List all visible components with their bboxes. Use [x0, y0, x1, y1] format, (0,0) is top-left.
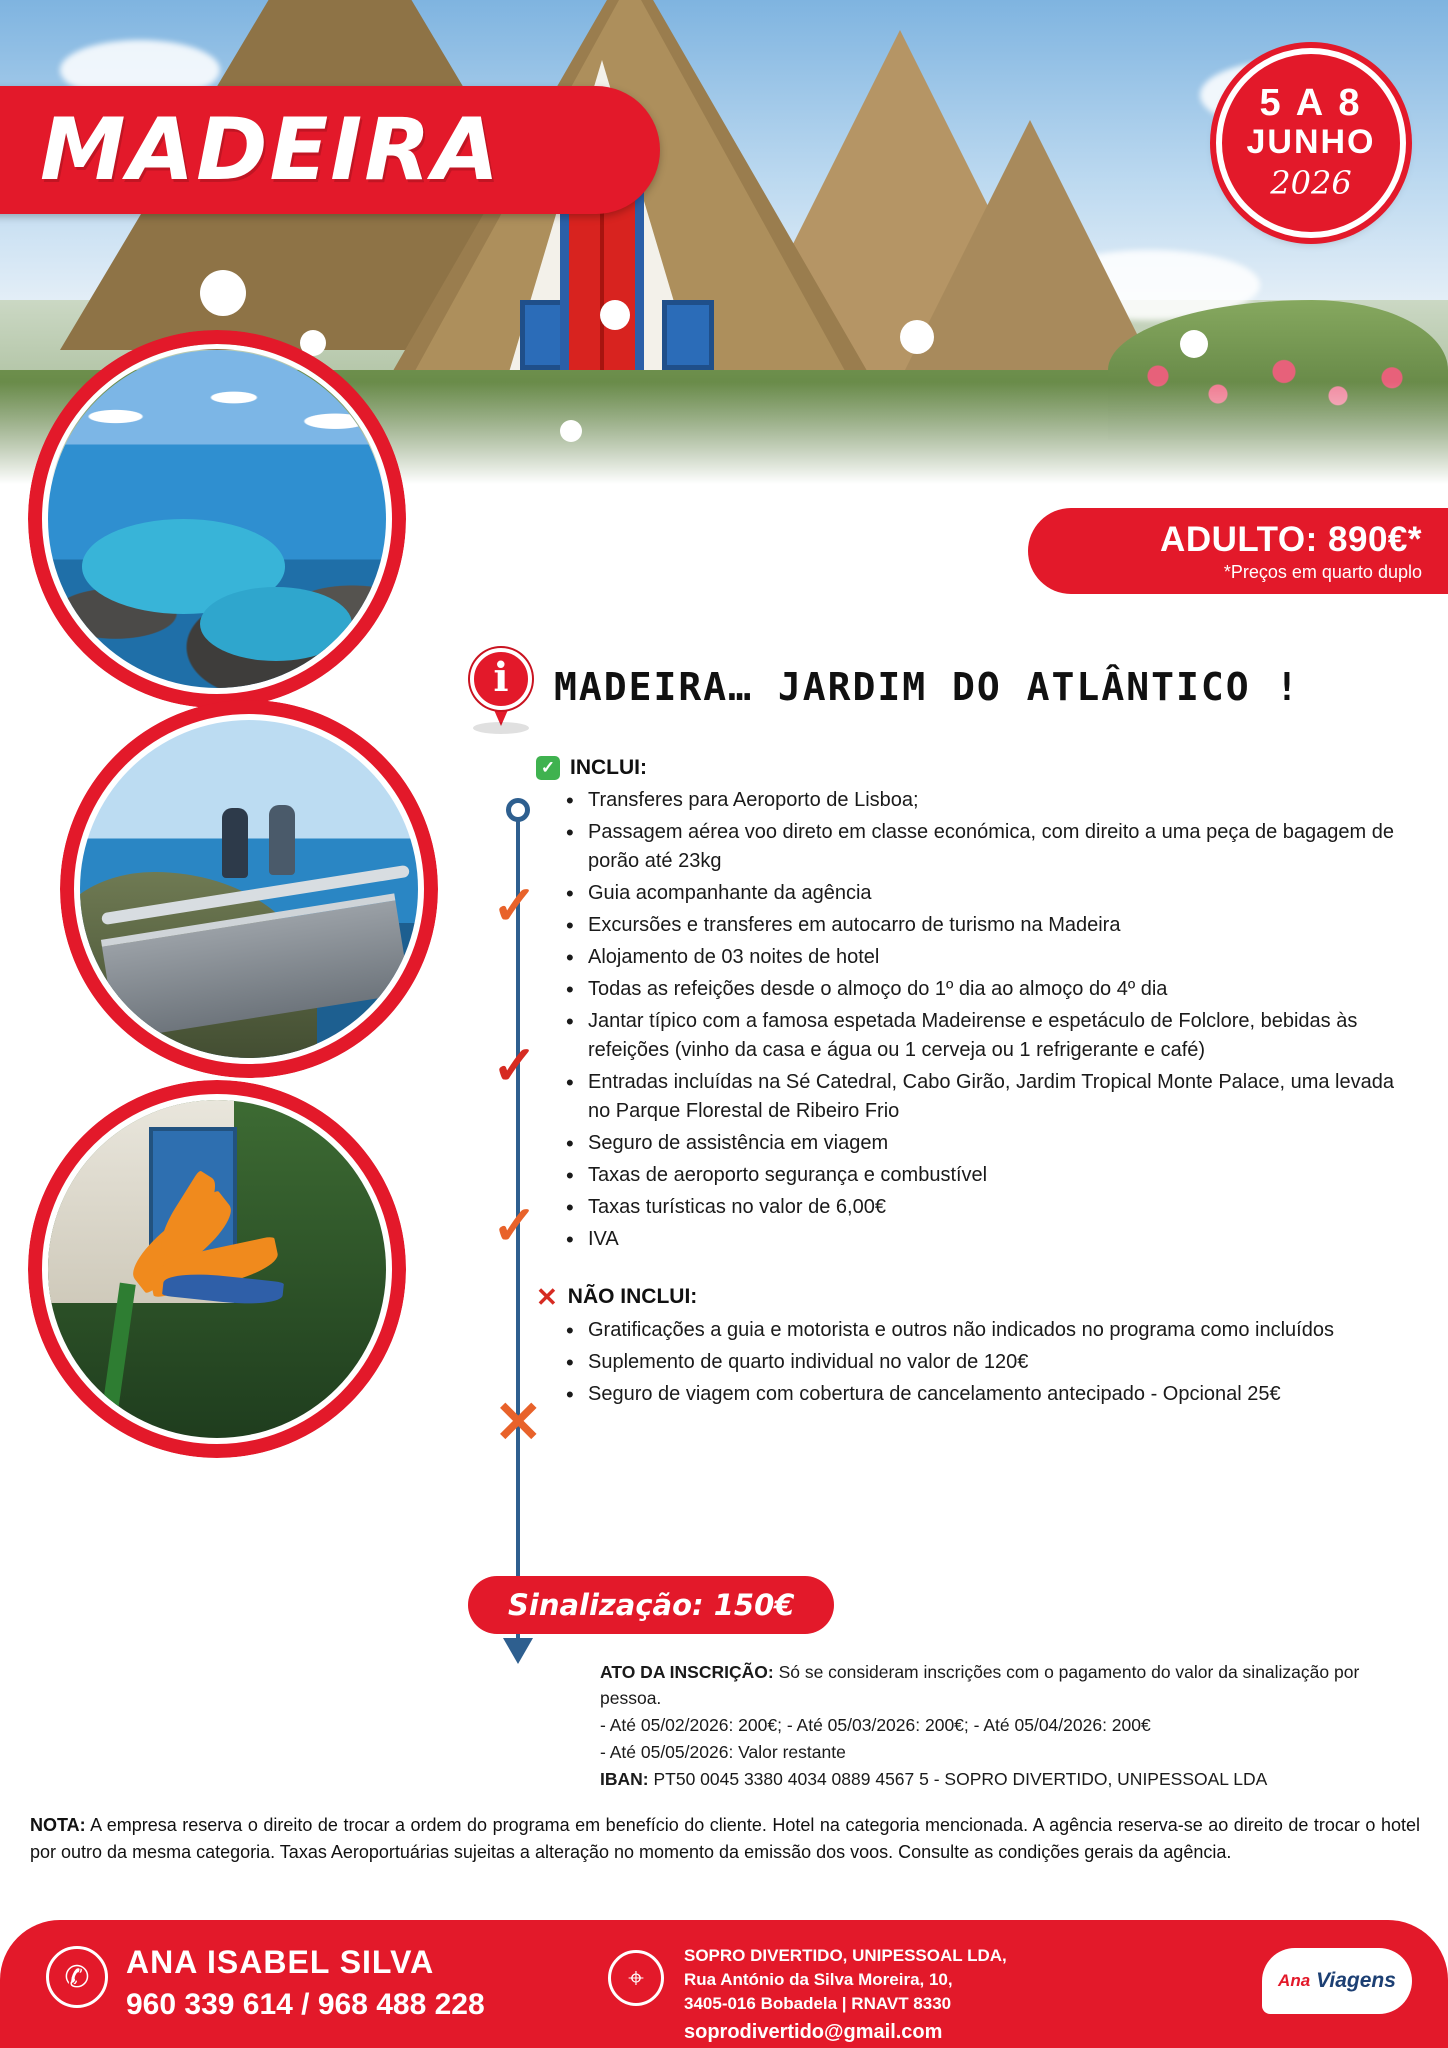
headline-row — [470, 648, 1420, 726]
visitor — [269, 805, 295, 875]
logo-text-2: Viagens — [1316, 1969, 1396, 1992]
visitor — [222, 808, 248, 878]
company-address — [684, 1944, 1007, 2047]
lagoon-2 — [200, 587, 352, 661]
agency-logo — [1262, 1948, 1412, 2014]
section-headline: MADEIRA… JARDIM DO ATLÂNTICO ! — [554, 665, 1301, 709]
terms-registration — [600, 1660, 1420, 1712]
green-check-icon: ✓ — [536, 756, 560, 780]
date-range: 5 A 8 — [1259, 81, 1363, 124]
natural-pools-image — [48, 350, 386, 688]
house-window-right — [662, 300, 714, 370]
address-line-1: Rua António da Silva Moreira, 10, — [684, 1970, 953, 1990]
includes-list — [566, 786, 1420, 1254]
list-item: • Seguro de viagem com cobertura de cancelamento antecipado - Opcional 25€ — [566, 1380, 1420, 1409]
timeline-arrow — [503, 1638, 533, 1664]
clouds — [48, 350, 386, 445]
terms-heading: ATO DA INSCRIÇÃO: — [600, 1662, 774, 1682]
note-label: NOTA: — [30, 1815, 86, 1835]
excludes-title-label: NÃO INCLUI: — [567, 1285, 698, 1308]
excludes-list — [566, 1316, 1420, 1409]
note-text: A empresa reserva o direito de trocar a ordem do programa em benefício do cliente. Hotel na categoria mencionada. A agência reserva-se ao direito de trocar o hotel por outro da mesma categoria. Taxas Aeroportuárias sujeitas a alteração no momento da emissão dos voos. Consulte as condições gerais da agência. — [30, 1815, 1420, 1862]
info-pin-icon — [470, 648, 532, 726]
date-month: JUNHO — [1246, 123, 1376, 162]
list-item: • Excursões e transferes em autocarro de turismo na Madeira — [566, 911, 1420, 940]
list-item: • Alojamento de 03 noites de hotel — [566, 943, 1420, 972]
pin-letter: i — [493, 654, 509, 701]
splash — [1180, 330, 1208, 358]
iban-value: PT50 0045 3380 4034 0889 4567 5 - SOPRO DIVERTIDO, UNIPESSOAL LDA — [648, 1768, 1268, 1789]
splash — [900, 320, 934, 354]
list-item: • Suplemento de quarto individual no valor de 120€ — [566, 1348, 1420, 1377]
check-icon-3: ✓ — [492, 1196, 538, 1256]
list-item: • IVA — [566, 1225, 1420, 1254]
check-icon-1: ✓ — [492, 876, 538, 936]
list-item: • Transferes para Aeroporto de Lisboa; — [566, 786, 1420, 815]
list-item: • Passagem aérea voo direto em classe económica, com direito a uma peça de bagagem de porão até 23kg — [566, 818, 1420, 876]
terms-block — [600, 1660, 1420, 1792]
deposit-badge: Sinalização: 150€ — [468, 1576, 834, 1634]
list-item: • Guia acompanhante da agência — [566, 879, 1420, 908]
main-content — [470, 648, 1420, 1412]
company-email[interactable]: soprodivertido@gmail.com — [684, 2021, 943, 2044]
check-icon-2: ✓ — [492, 1036, 538, 1096]
price-label: ADULTO: 890€* — [1160, 519, 1422, 559]
list-item: • Taxas de aeroporto segurança e combustível — [566, 1161, 1420, 1190]
stem — [98, 1282, 135, 1438]
red-x-icon: ✕ — [536, 1282, 558, 1312]
includes-title — [536, 756, 1420, 780]
list-item: • Seguro de assistência em viagem — [566, 1129, 1420, 1158]
title-banner — [0, 86, 660, 214]
terms-line-2: - Até 05/05/2026: Valor restante — [600, 1741, 846, 1762]
list-item: • Taxas turísticas no valor de 6,00€ — [566, 1193, 1420, 1222]
photo-inner — [48, 1100, 386, 1438]
photo-inner — [80, 720, 418, 1058]
photo-cabo-girao — [60, 700, 438, 1078]
agent-phone[interactable]: 960 339 614 / 968 488 228 — [126, 1988, 485, 2021]
splash — [600, 300, 630, 330]
map-pin-icon: ⌖ — [608, 1950, 664, 2006]
photo-porto-moniz — [28, 330, 406, 708]
agent-name: ANA ISABEL SILVA — [126, 1944, 435, 1980]
list-item: • Gratificações a guia e motorista e outros não indicados no programa como incluídos — [566, 1316, 1420, 1345]
skywalk-image — [80, 720, 418, 1058]
list-item: • Entradas incluídas na Sé Catedral, Cabo Girão, Jardim Tropical Monte Palace, uma levada no Parque Florestal de Ribeiro Frio — [566, 1068, 1420, 1126]
page-title: MADEIRA — [40, 100, 502, 200]
note-block — [30, 1812, 1420, 1866]
phone-icon: ✆ — [46, 1946, 108, 2008]
terms-line-1: - Até 05/02/2026: 200€; - Até 05/03/2026: 200€; - Até 05/04/2026: 200€ — [600, 1714, 1151, 1735]
photo-inner — [48, 350, 386, 688]
terms-iban — [600, 1767, 1420, 1793]
footer-bar — [0, 1920, 1448, 2048]
price-banner — [1028, 508, 1448, 594]
includes-title-label: INCLUI: — [570, 756, 647, 779]
date-badge — [1216, 48, 1406, 238]
splash — [200, 270, 246, 316]
pin-shadow — [473, 722, 529, 734]
address-line-2: 3405-016 Bobadela | RNAVT 8330 — [684, 1994, 952, 2014]
logo-text-1: Ana — [1278, 1971, 1311, 1990]
list-item: • Todas as refeições desde o almoço do 1º dia ao almoço do 4º dia — [566, 975, 1420, 1004]
date-year: 2026 — [1270, 164, 1352, 203]
price-footnote: *Preços em quarto duplo — [1223, 561, 1422, 582]
bird-of-paradise-image — [48, 1100, 386, 1438]
photo-strelitzia — [28, 1080, 406, 1458]
excludes-title — [536, 1284, 1420, 1310]
x-icon-timeline: ✕ — [494, 1390, 543, 1455]
list-item: • Jantar típico com a famosa espetada Madeirense e espetáculo de Folclore, bebidas às refeições (vinho da casa e água ou 1 cerveja ou 1 refrigerante e café) — [566, 1007, 1420, 1065]
iban-label: IBAN: — [600, 1768, 649, 1789]
company-name: SOPRO DIVERTIDO, UNIPESSOAL LDA, — [684, 1946, 1007, 1965]
terms-heading-text: Só se consideram inscrições com o pagamento do valor da sinalização por pessoa. — [600, 1662, 1360, 1708]
